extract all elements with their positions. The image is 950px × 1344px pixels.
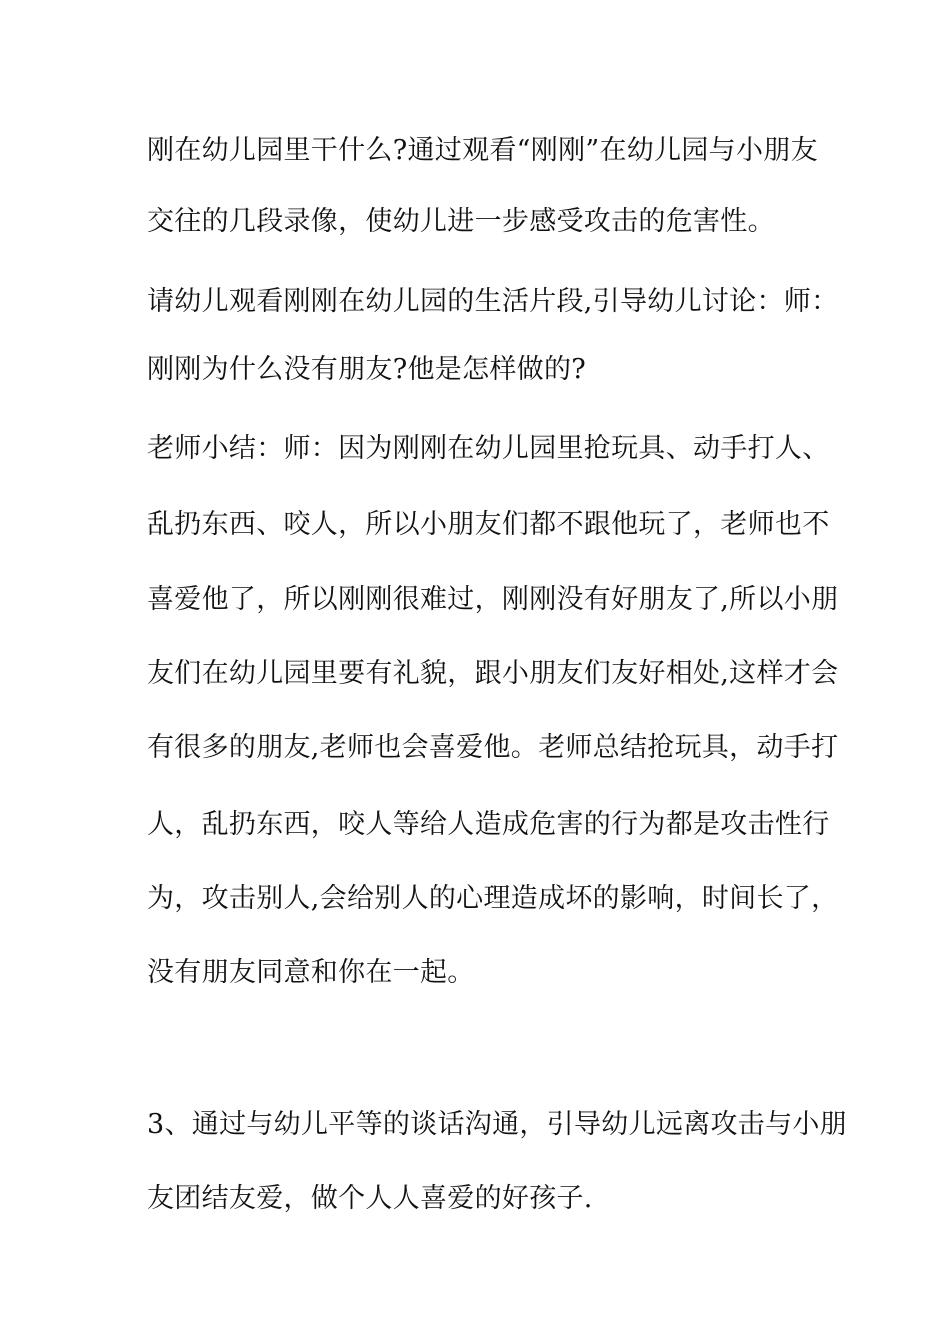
paragraph-1-line-1: 刚在幼儿园里干什么?通过观看“刚刚”在幼儿园与小朋友: [147, 135, 818, 166]
paragraph-2-line-2: 刚刚为什么没有朋友?他是怎样做的?: [147, 354, 587, 385]
paragraph-3-line-4: 友们在幼儿园里要有礼貌，跟小朋友们友好相处,这样才会: [147, 658, 839, 689]
paragraph-1-line-2: 交往的几段录像，使幼儿进一步感受攻击的危害性。: [147, 206, 775, 237]
paragraph-4-line-2: 友团结友爱，做个人人喜爱的好孩子.: [147, 1183, 593, 1214]
paragraph-3-line-3: 喜爱他了，所以刚刚很难过，刚刚没有好朋友了,所以小朋: [147, 584, 839, 615]
paragraph-3-line-2: 乱扔东西、咬人，所以小朋友们都不跟他玩了，老师也不: [147, 509, 830, 540]
paragraph-3-line-8: 没有朋友同意和你在一起。: [147, 957, 475, 988]
paragraph-3-line-7: 为，攻击别人,会给别人的心理造成坏的影响，时间长了，: [147, 883, 839, 914]
paragraph-3-line-6: 人，乱扔东西，咬人等给人造成危害的行为都是攻击性行: [147, 809, 830, 840]
paragraph-3-line-1: 老师小结：师：因为刚刚在幼儿园里抢玩具、动手打人、: [147, 433, 830, 464]
paragraph-4-line-1: 3、通过与幼儿平等的谈话沟通，引导幼儿远离攻击与小朋: [147, 1109, 847, 1140]
paragraph-2-line-1: 请幼儿观看刚刚在幼儿园的生活片段,引导幼儿讨论：师：: [147, 286, 839, 317]
paragraph-3-line-5: 有很多的朋友,老师也会喜爱他。老师总结抢玩具，动手打: [147, 732, 839, 763]
